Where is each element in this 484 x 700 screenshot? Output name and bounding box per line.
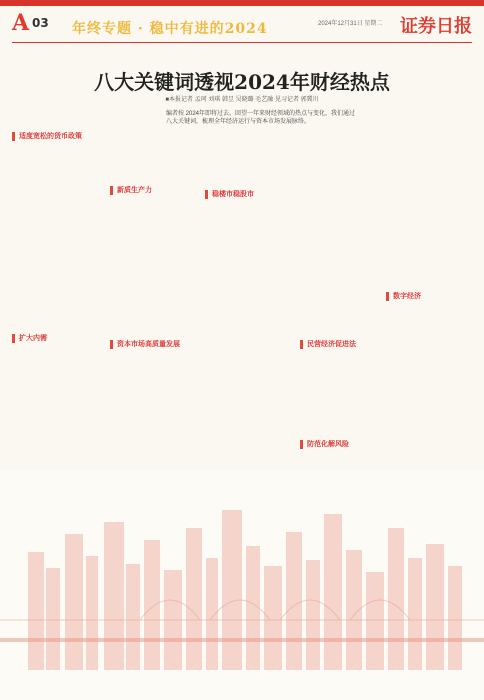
editor-note: 编者按 2024年即将过去。回望一年来财经领域的热点与变化，我们通过八大关键词，梳理全年经济运行与资本市场发展脉络。: [166, 111, 356, 125]
column-1: [12, 118, 107, 458]
section-title-4: 资本市场高质量发展: [110, 340, 180, 349]
header-slogan: 年终专题 · 稳中有进的2024: [72, 21, 268, 37]
section-title-2: 扩大内需: [12, 334, 47, 343]
section-title-1: 适度宽松的货币政策: [12, 132, 82, 141]
byline: ■本报记者 孟珂 刘琪 韩昱 吴晓璐 毛艺融 见习记者 郭冀川: [165, 97, 319, 103]
date-meta: 2024年12月31日 星期二: [318, 21, 383, 27]
page-letter: A: [12, 10, 30, 36]
section-title-3: 新质生产力: [110, 186, 152, 195]
section-title-7: 防范化解风险: [300, 440, 349, 449]
header-bar: [0, 0, 484, 6]
section-title-5: 稳楼市稳股市: [205, 190, 254, 199]
city-skyline-illustration: [0, 470, 484, 700]
page-number: 03: [32, 16, 49, 30]
section-title-6: 民营经济促进法: [300, 340, 356, 349]
masthead: 证券日报: [400, 16, 472, 37]
header-rule: [12, 42, 472, 43]
page-header: [0, 0, 484, 44]
headline: 八大关键词透视2024年财经热点: [94, 70, 390, 94]
section-title-8: 数字经济: [386, 292, 421, 301]
